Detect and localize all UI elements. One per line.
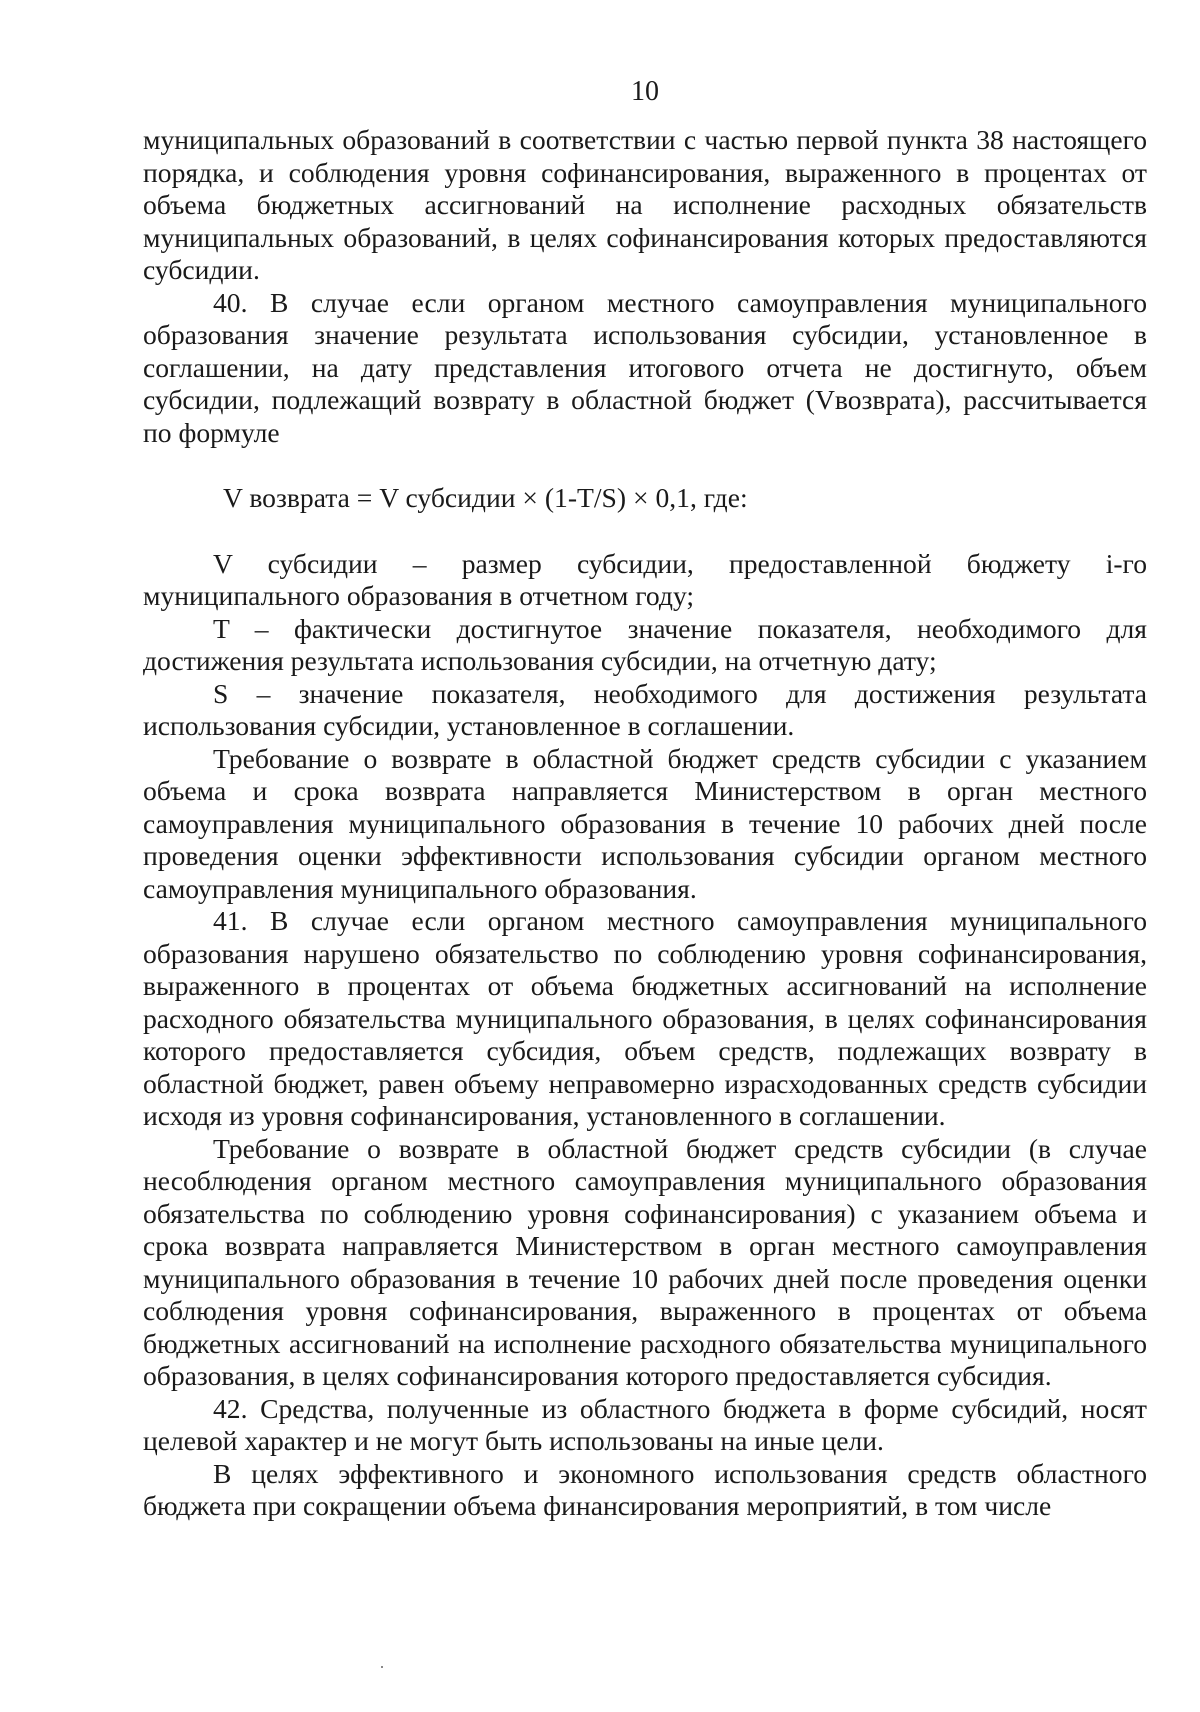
paragraph-efficiency: В целях эффективного и экономного использования средств областного бюджета при сокращении объема финансирования мероприятий, в том числе [143,1457,1147,1521]
paragraph-return-requirement: Требование о возврате в областной бюджет средств субсидии с указанием объема и срока возврата направляется Министерством в орган местного самоуправления муниципального образования в течение 10 рабочих дней после проведения оценки эффективности использования субсидии органом местного самоуправления муниципального образования. [143,742,1147,904]
document-body [143,124,1147,1523]
definition-v-subsidy: V субсидии – размер субсидии, предоставленной бюджету i-го муниципального образования в отчетном году; [143,547,1147,611]
scan-speck [381,1666,383,1668]
page-number: 10 [631,76,659,107]
formula: V возврата = V субсидии × (1-T/S) × 0,1, где: [223,482,748,513]
definition-t: T – фактически достигнутое значение показателя, необходимого для достижения результата использования субсидии, на отчетную дату; [143,612,1147,676]
paragraph-continuation: муниципальных образований в соответствии с частью первой пункта 38 настоящего порядка, и соблюдения уровня софинансирования, выраженного в процентах от объема бюджетных ассигнований на исполнение расходных обязательств муниципальных образований, в целях софинансирования которых предоставляются субсидии. [143,124,1147,285]
paragraph-cofinancing-requirement: Требование о возврате в областной бюджет средств субсидии (в случае несоблюдения органом местного самоуправления муниципального образования обязательства по соблюдению уровня софинансирования) с указанием объема и срока возврата направляется Министерством в орган местного самоуправления муниципального образования в течение 10 рабочих дней после проведения оценки соблюдения уровня софинансирования, выраженного в процентах от объема бюджетных ассигнований на исполнение расходного обязательства муниципального образования, в целях софинансирования которого предоставляется субсидия. [143,1132,1147,1391]
paragraph-40: 40. В случае если органом местного самоуправления муниципального образования значение результата использования субсидии, установленное в соглашении, на дату представления итогового отчета не достигнуто, объем субсидии, подлежащий возврату в областной бюджет (Vвозврата), рассчитывается по формуле [143,286,1147,448]
paragraph-41: 41. В случае если органом местного самоуправления муниципального образования нарушено обязательство по соблюдению уровня софинансирования, выраженного в процентах от объема бюджетных ассигнований на исполнение расходного обязательства муниципального образования, в целях софинансирования которого предоставляется субсидия, объем средств, подлежащих возврату в областной бюджет, равен объему неправомерно израсходованных средств субсидии исходя из уровня софинансирования, установленного в соглашении. [143,905,1147,1131]
paragraph-42: 42. Средства, полученные из областного бюджета в форме субсидий, носят целевой характер и не могут быть использованы на иные цели. [143,1392,1147,1456]
definition-s: S – значение показателя, необходимого для достижения результата использования субсидии, установленное в соглашении. [143,677,1147,741]
